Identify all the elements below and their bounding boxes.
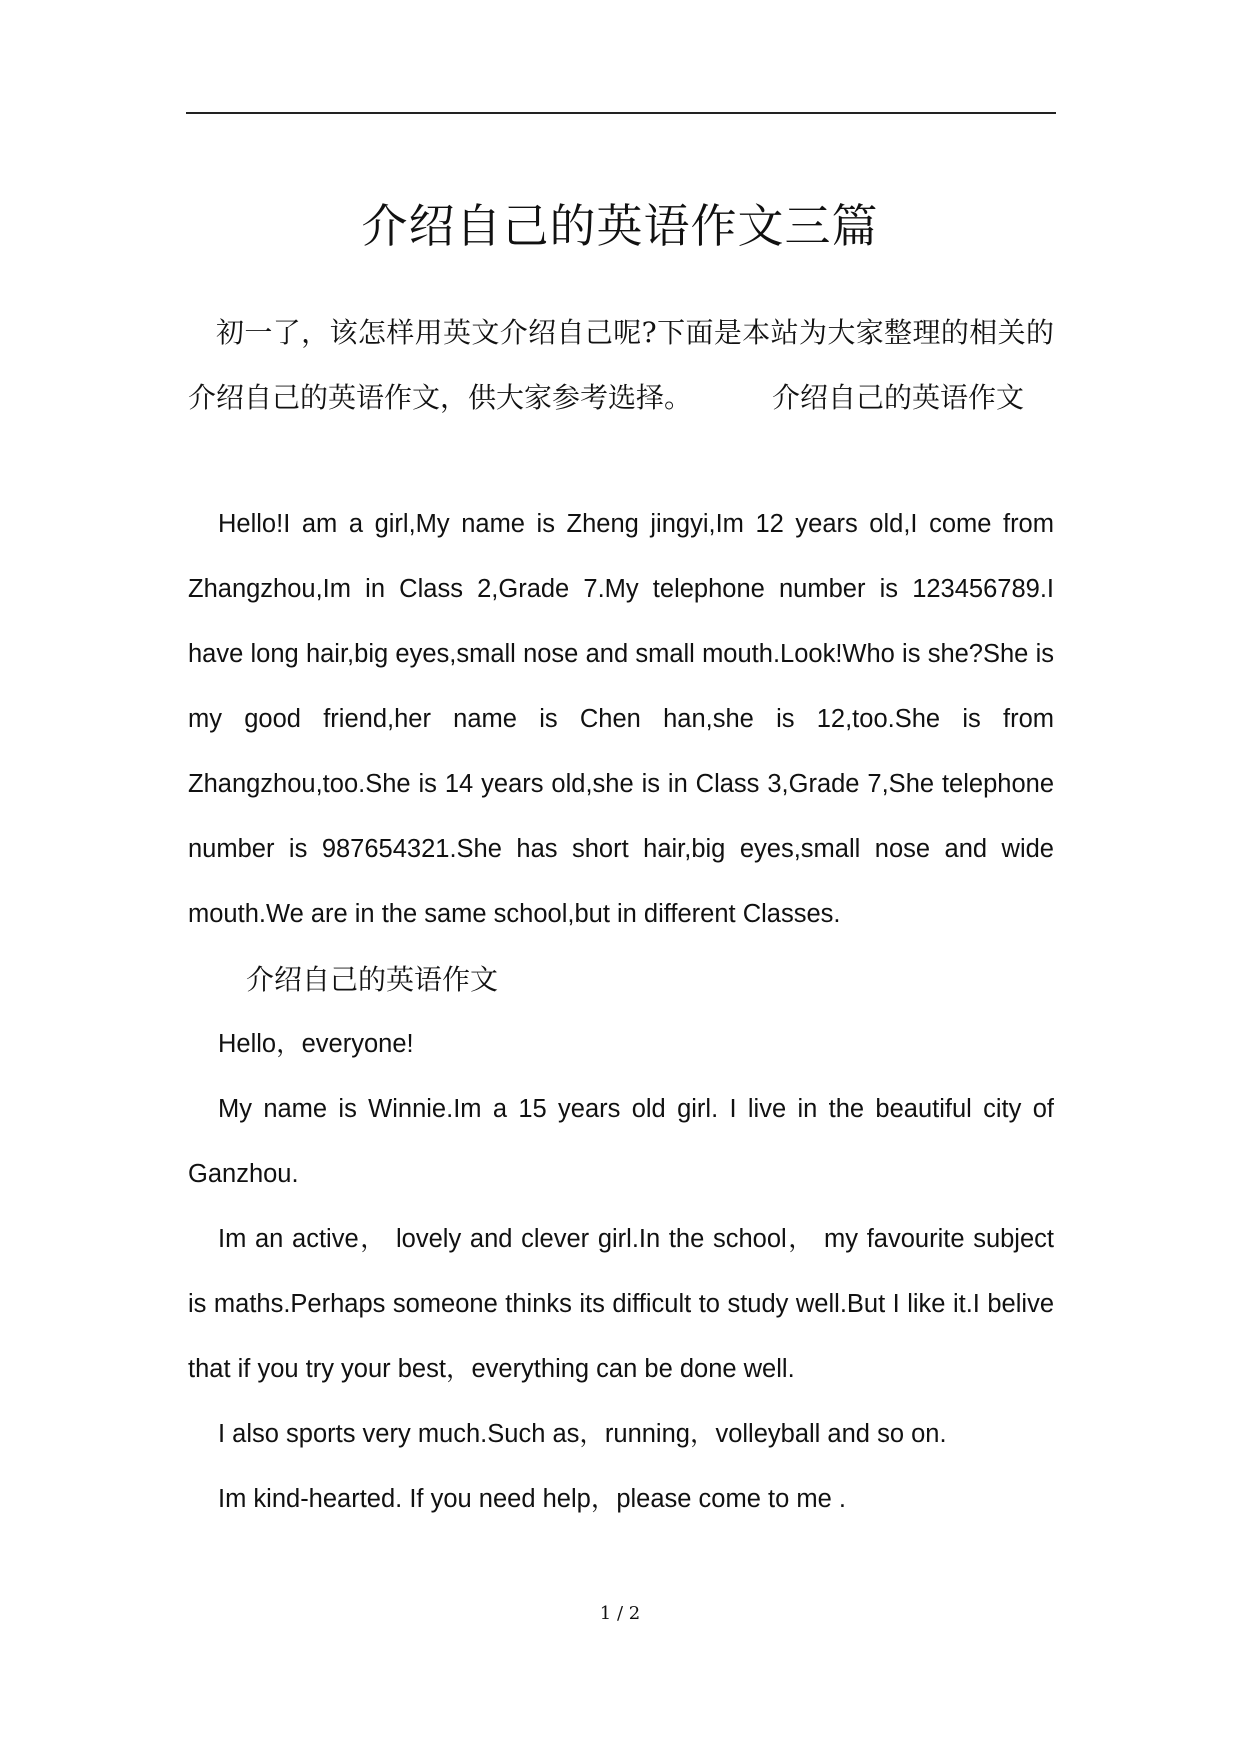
essay2-paragraph-3: I also sports very much.Such as，running，volleyball and so on.: [218, 1420, 947, 1448]
paragraph-spacer: [188, 430, 1054, 492]
essay2-paragraph-4: Im kind-hearted. If you need help，please come to me .: [218, 1485, 846, 1513]
intro-heading: 介绍自己的英语作文: [772, 381, 1025, 414]
header-rule: [186, 112, 1056, 114]
document-body: [188, 300, 1054, 1532]
document-title: 介绍自己的英语作文三篇: [361, 199, 879, 253]
essay2-greeting: Hello，everyone!: [218, 1030, 414, 1058]
essay2-heading: 介绍自己的英语作文: [246, 963, 499, 996]
essay2-paragraph-2: Im an active， lovely and clever girl.In the school， my favourite subject is maths.Perhaps someone thinks its difficult to study well.But I like it.I belive that if you try your best，everything can be done well.: [188, 1225, 1054, 1383]
intro-text: 初一了，该怎样用英文介绍自己呢?下面是本站为大家整理的相关的介绍自己的英语作文，供大家参考选择。: [188, 316, 1054, 414]
page-number: 1 / 2: [599, 1603, 641, 1624]
essay1-paragraph: Hello!I am a girl,My name is Zheng jingyi,Im 12 years old,I come from Zhangzhou,Im in Class 2,Grade 7.My telephone number is 123456789.I have long hair,big eyes,small nose and small mouth.Look!Who is she?She is my good friend,her name is Chen han,she is 12,too.She is from Zhangzhou,too.She is 14 years old,she is in Class 3,Grade 7,She telephone number is 987654321.She has short hair,big eyes,small nose and wide mouth.We are in the same school,but in different Classes.: [188, 510, 1054, 928]
essay2-paragraph-1: My name is Winnie.Im a 15 years old girl. I live in the beautiful city of Ganzhou.: [188, 1095, 1054, 1188]
intro-paragraph: [188, 300, 1054, 430]
